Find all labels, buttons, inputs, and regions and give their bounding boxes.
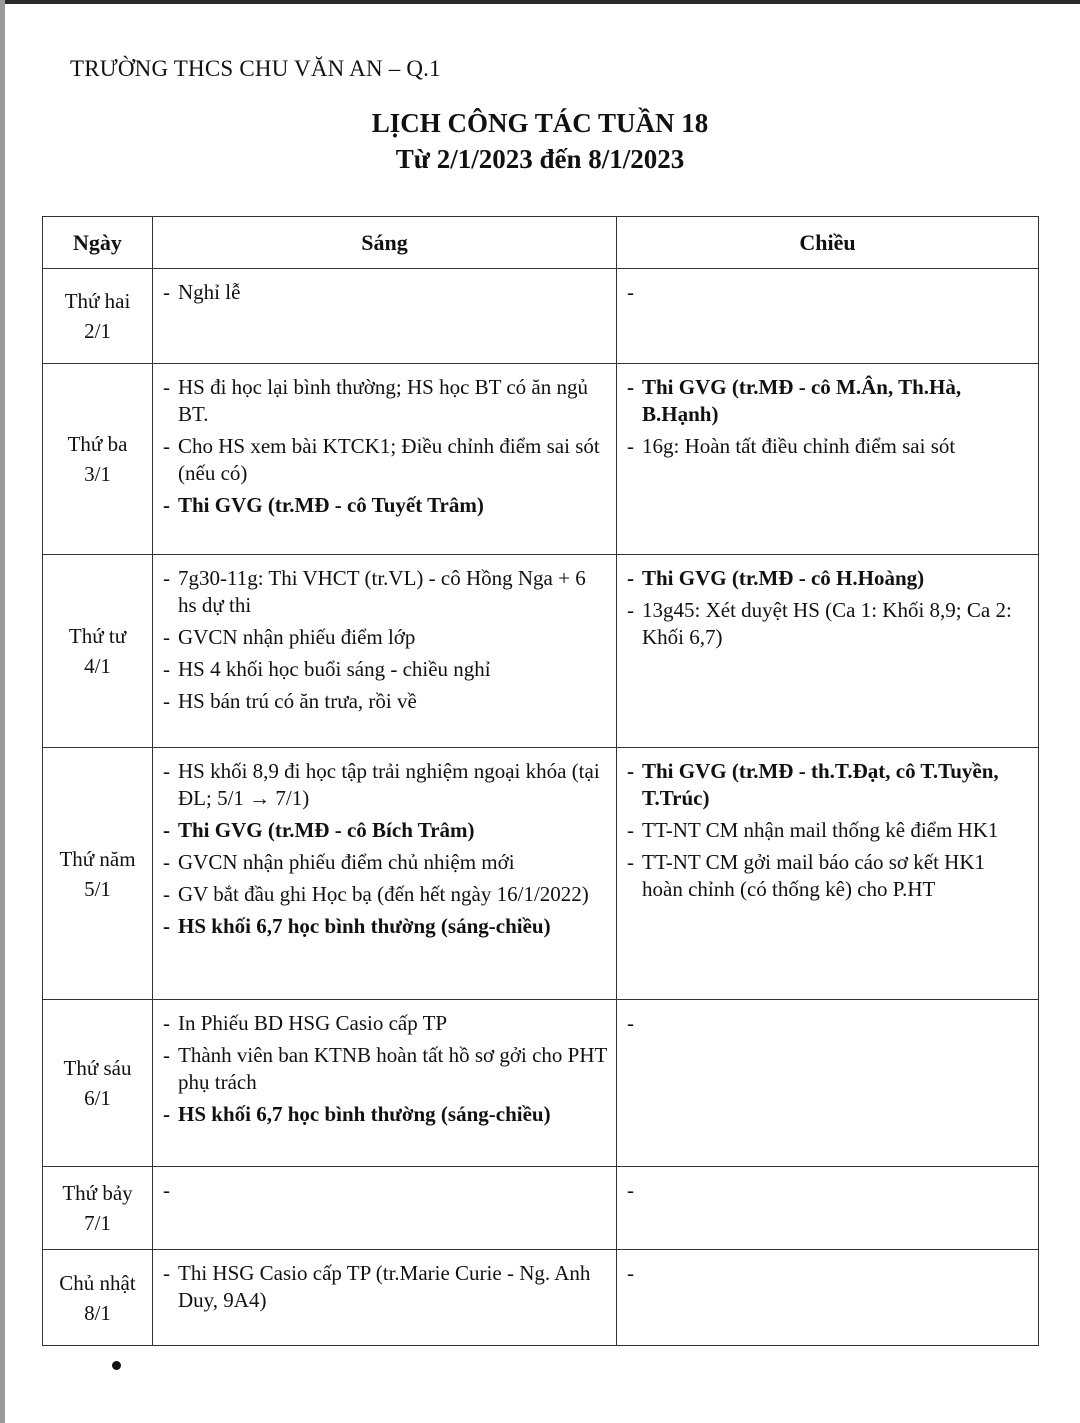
schedule-body <box>43 269 1039 1346</box>
task-item: - Thi GVG (tr.MĐ - cô Tuyết Trâm) <box>163 492 608 519</box>
morning-task-list <box>153 1000 616 1128</box>
day-cell <box>43 1250 153 1346</box>
day-name: Thứ năm <box>59 846 136 871</box>
table-row <box>43 269 1039 364</box>
day-cell <box>43 269 153 364</box>
day-date: 5/1 <box>84 876 111 901</box>
day-name: Thứ tư <box>68 624 127 648</box>
afternoon-task-list <box>617 269 1038 279</box>
document-title: LỊCH CÔNG TÁC TUẦN 18 <box>371 108 709 138</box>
day-cell <box>43 1000 153 1167</box>
afternoon-task-list <box>617 1167 1038 1177</box>
table-row <box>43 364 1039 555</box>
afternoon-cell <box>617 364 1039 555</box>
day-name: Chủ nhật <box>59 1270 136 1295</box>
afternoon-cell <box>617 748 1039 1000</box>
school-name: TRƯỜNG THCS CHU VĂN AN – Q.1 <box>70 56 441 81</box>
table-row <box>43 1250 1039 1346</box>
bullet-icon <box>112 1361 121 1370</box>
morning-cell <box>153 1167 617 1250</box>
task-item: - In Phiếu BD HSG Casio cấp TP <box>163 1010 608 1037</box>
morning-cell <box>153 364 617 555</box>
task-item: - HS khối 8,9 đi học tập trải nghiệm ngoại khóa (tại ĐL; 5/1 → 7/1) <box>163 758 608 812</box>
task-item: - HS đi học lại bình thường; HS học BT có ăn ngủ BT. <box>163 374 608 428</box>
afternoon-task-list <box>617 748 1038 903</box>
task-item: - Thành viên ban KTNB hoàn tất hồ sơ gởi cho PHT phụ trách <box>163 1042 608 1096</box>
task-item: - TT-NT CM gởi mail báo cáo sơ kết HK1 hoàn chỉnh (có thống kê) cho P.HT <box>627 849 1030 903</box>
morning-task-list <box>153 1167 616 1177</box>
task-item: - Nghỉ lễ <box>163 279 608 306</box>
afternoon-task-list <box>617 1000 1038 1010</box>
task-item: - HS khối 6,7 học bình thường (sáng-chiều) <box>163 913 608 940</box>
day-cell <box>43 748 153 1000</box>
day-date: 7/1 <box>84 1211 111 1235</box>
morning-task-list <box>153 555 616 715</box>
day-cell <box>43 1167 153 1250</box>
day-cell <box>43 364 153 555</box>
task-item: - Cho HS xem bài KTCK1; Điều chỉnh điểm sai sót (nếu có) <box>163 433 608 487</box>
afternoon-cell <box>617 1167 1039 1250</box>
day-name: Thứ bảy <box>62 1181 133 1205</box>
page-left-edge <box>0 0 5 1423</box>
schedule-table <box>42 216 1039 1346</box>
table-row <box>43 748 1039 1000</box>
morning-cell <box>153 269 617 364</box>
task-item: - 7g30-11g: Thi VHCT (tr.VL) - cô Hồng Nga + 6 hs dự thi <box>163 565 608 619</box>
task-item: - Thi GVG (tr.MĐ - cô Bích Trâm) <box>163 817 608 844</box>
morning-cell <box>153 555 617 748</box>
task-item: - 16g: Hoàn tất điều chỉnh điểm sai sót <box>627 433 1030 460</box>
page-top-edge <box>0 0 1080 4</box>
task-item: - 13g45: Xét duyệt HS (Ca 1: Khối 8,9; Ca 2: Khối 6,7) <box>627 597 1030 651</box>
header-afternoon: Chiều <box>617 217 1039 269</box>
morning-task-list <box>153 364 616 519</box>
header-morning: Sáng <box>153 217 617 269</box>
table-row <box>43 555 1039 748</box>
task-item: - Thi HSG Casio cấp TP (tr.Marie Curie - Ng. Anh Duy, 9A4) <box>163 1260 608 1314</box>
afternoon-task-list <box>617 1250 1038 1260</box>
day-date: 2/1 <box>84 319 111 343</box>
day-name: Thứ sáu <box>63 1056 132 1080</box>
task-item: - HS bán trú có ăn trưa, rồi về <box>163 688 608 715</box>
day-date: 8/1 <box>84 1300 111 1325</box>
morning-task-list <box>153 748 616 940</box>
task-item: - GV bắt đầu ghi Học bạ (đến hết ngày 16/1/2022) <box>163 881 608 908</box>
task-item: - Thi GVG (tr.MĐ - cô H.Hoàng) <box>627 565 1030 592</box>
task-item: - GVCN nhận phiếu điểm lớp <box>163 624 608 651</box>
morning-cell <box>153 1000 617 1167</box>
day-cell <box>43 555 153 748</box>
table-row <box>43 1167 1039 1250</box>
afternoon-cell <box>617 1250 1039 1346</box>
morning-task-list <box>153 1250 616 1314</box>
header-row <box>43 217 1039 269</box>
task-item: - Thi GVG (tr.MĐ - cô M.Ân, Th.Hà, B.Hạnh) <box>627 374 1030 428</box>
afternoon-task-list <box>617 364 1038 460</box>
day-name: Thứ ba <box>67 432 128 456</box>
afternoon-cell <box>617 1000 1039 1167</box>
task-item: - GVCN nhận phiếu điểm chủ nhiệm mới <box>163 849 608 876</box>
afternoon-task-list <box>617 555 1038 651</box>
table-row <box>43 1000 1039 1167</box>
day-date: 6/1 <box>84 1086 111 1110</box>
morning-cell <box>153 1250 617 1346</box>
morning-cell <box>153 748 617 1000</box>
morning-task-list <box>153 269 616 306</box>
task-item: - HS khối 6,7 học bình thường (sáng-chiều) <box>163 1101 608 1128</box>
day-date: 3/1 <box>84 462 111 486</box>
day-name: Thứ hai <box>64 289 131 313</box>
afternoon-cell <box>617 269 1039 364</box>
day-date: 4/1 <box>84 654 111 678</box>
document-subtitle: Từ 2/1/2023 đến 8/1/2023 <box>395 144 685 174</box>
task-item: - HS 4 khối học buổi sáng - chiều nghỉ <box>163 656 608 683</box>
afternoon-cell <box>617 555 1039 748</box>
task-item: - Thi GVG (tr.MĐ - th.T.Đạt, cô T.Tuyền, T.Trúc) <box>627 758 1030 812</box>
header-day: Ngày <box>43 217 153 269</box>
task-item: - TT-NT CM nhận mail thống kê điểm HK1 <box>627 817 1030 844</box>
